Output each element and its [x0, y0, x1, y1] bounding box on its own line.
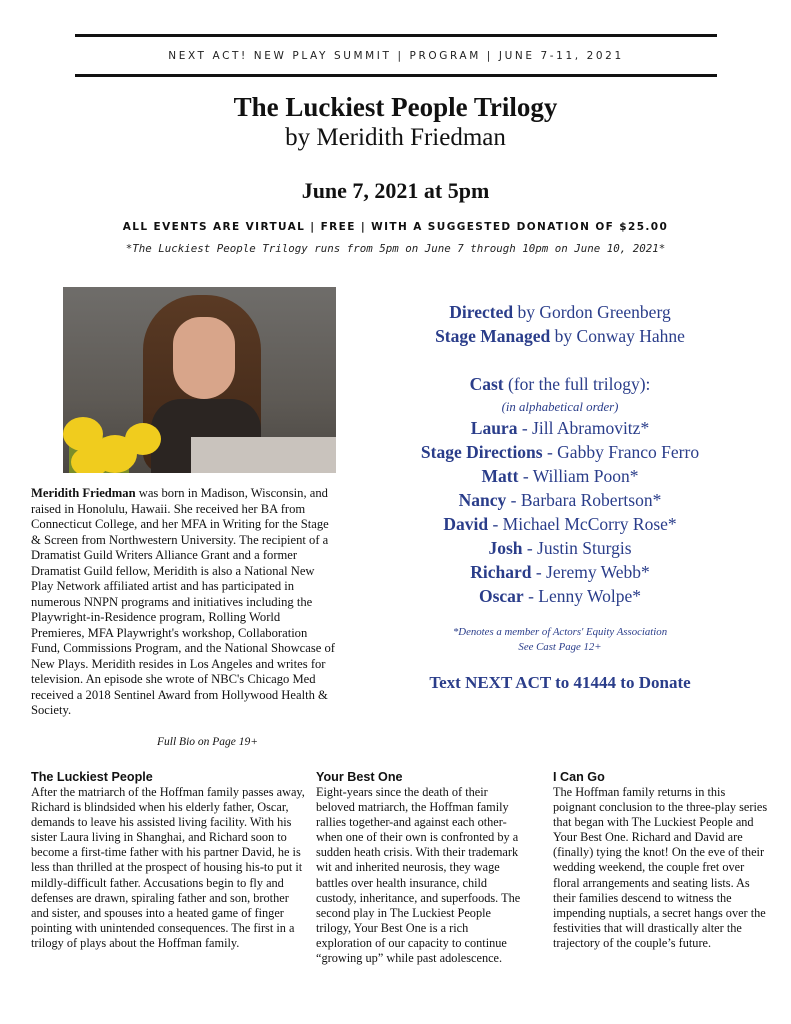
run-dates-note: *The Luckiest People Trilogy runs from 5pm on June 7 through 10pm on June 10, 2021* — [125, 242, 666, 255]
cast-role: Nancy — [458, 490, 507, 510]
cast-item — [350, 586, 770, 607]
cast-item — [350, 562, 770, 583]
cast-role: Matt — [481, 466, 519, 486]
photo-laptop — [191, 437, 336, 473]
headshot-photo — [63, 287, 336, 473]
cast-item — [350, 466, 770, 487]
directed-label: Directed — [449, 302, 514, 322]
cast-role: Richard — [470, 562, 532, 582]
cast-item — [350, 514, 770, 535]
play-column-3 — [553, 769, 768, 951]
play-description: The Hoffman family returns in this poignant conclusion to the three-play series that began with The Luckiest People and Your Best One. Richard and David are (finally) tying the knot! On the eve of their wedding weekend, the couple fret over floral arrangements and seating lists. As their families descend to witness the impending nuptials, a secret hangs over the festivities that will drastically alter the trajectory of the couple’s future. — [553, 785, 768, 950]
full-bio-link: Full Bio on Page 19+ — [157, 736, 259, 748]
play-title: The Luckiest People — [31, 770, 153, 784]
directed-line — [350, 302, 770, 323]
cast-role: Oscar — [478, 586, 524, 606]
header-bottom-rule — [75, 74, 717, 77]
events-info: ALL EVENTS ARE VIRTUAL | FREE | WITH A SUGGESTED DONATION OF $25.00 — [122, 221, 669, 233]
cast-actor: - Barbara Robertson* — [506, 490, 662, 510]
cast-label: Cast — [469, 374, 504, 394]
bio-paragraph — [31, 486, 336, 719]
equity-note: *Denotes a member of Actors' Equity Association — [452, 626, 668, 638]
cast-actor: - Lenny Wolpe* — [523, 586, 642, 606]
directed-value: by Gordon Greenberg — [513, 302, 671, 322]
stage-managed-line — [350, 326, 770, 347]
photo-face — [173, 317, 235, 399]
play-column-2 — [316, 769, 521, 966]
cast-role: David — [443, 514, 489, 534]
play-description: After the matriarch of the Hoffman family passes away, Richard is blindsided when his elderly father, Oscar, demands to leave his assisted living facility. With his sister Laura living in Shanghai, and Richard soon to become a first-time father with his partner David, he is less than thrilled at the prospect of housing his-to put it mildly-difficult father. Accusations begin to fly and defenses are drawn, spiraling father and son, brother and sister, and spouses into a heated game of finger pointing with unintended consequences. The first in a trilogy of plays about the Hoffman family. — [31, 785, 305, 950]
cast-actor: - Gabby Franco Ferro — [542, 442, 700, 462]
header-top-rule — [75, 34, 717, 37]
cast-item — [350, 418, 770, 439]
cast-value: (for the full trilogy): — [503, 374, 651, 394]
cast-item — [350, 490, 770, 511]
cast-role: Stage Directions — [420, 442, 543, 462]
header-text: NEXT ACT! NEW PLAY SUMMIT | PROGRAM | JUNE 7-11, 2021 — [168, 50, 624, 62]
cast-heading — [350, 374, 770, 395]
byline: by Meridith Friedman — [285, 124, 506, 151]
play-description: Eight-years since the death of their beloved matriarch, the Hoffman family rallies together-and against each other-when one of their own is confronted by a sudden heath crisis. With their trademark wit and inherited neurosis, they wage battles over health insurance, child custody, inheritance, and superfoods. The second play in The Luckiest People trilogy, Your Best One is a rich exploration of our capacity to continue “growing up” while past adolescence. — [316, 785, 521, 966]
stage-managed-label: Stage Managed — [435, 326, 551, 346]
bio-text: was born in Madison, Wisconsin, and raised in Honolulu, Hawaii. She received her BA from Connecticut College, and her MFA in Writing for the Stage & Screen from Northwestern University. The recipient of a Dramatist Guild Writers Alliance Grant and a former Dramatist Guild fellow, Meridith is also a National New Play Network affiliated artist and has participated in numerous NNPN programs and initiatives including the Playwright-in-Residence program, Rolling World Premieres, MFA Playwright's workshop, Collaboration Fund, Commissions Program, and the National Showcase of New Plays. Meridith resides in Los Angeles and writes for television. An episode she wrote of NBC's Chicago Med received a 2018 Sentinel Award from Hollywood Health & Society. — [31, 486, 335, 717]
donate-text: Text NEXT ACT to 41444 to Donate — [429, 673, 691, 692]
cast-item — [350, 538, 770, 559]
event-date: June 7, 2021 at 5pm — [301, 178, 490, 203]
cast-role: Josh — [488, 538, 523, 558]
page-title: The Luckiest People Trilogy — [233, 92, 558, 122]
cast-actor: - Jeremy Webb* — [531, 562, 650, 582]
bio-name: Meridith Friedman — [31, 486, 136, 500]
stage-managed-value: by Conway Hahne — [550, 326, 685, 346]
photo-flower — [125, 423, 161, 455]
cast-actor: - Michael McCorry Rose* — [488, 514, 677, 534]
play-title: I Can Go — [553, 770, 605, 784]
photo-flower — [71, 447, 109, 473]
cast-actor: - William Poon* — [518, 466, 639, 486]
cast-page-note: See Cast Page 12+ — [518, 641, 602, 653]
cast-item — [350, 442, 770, 463]
cast-role: Laura — [470, 418, 518, 438]
play-title: Your Best One — [316, 770, 403, 784]
cast-order-note: (in alphabetical order) — [501, 400, 619, 414]
cast-actor: - Justin Sturgis — [522, 538, 632, 558]
cast-actor: - Jill Abramovitz* — [517, 418, 650, 438]
play-column-1 — [31, 769, 306, 951]
